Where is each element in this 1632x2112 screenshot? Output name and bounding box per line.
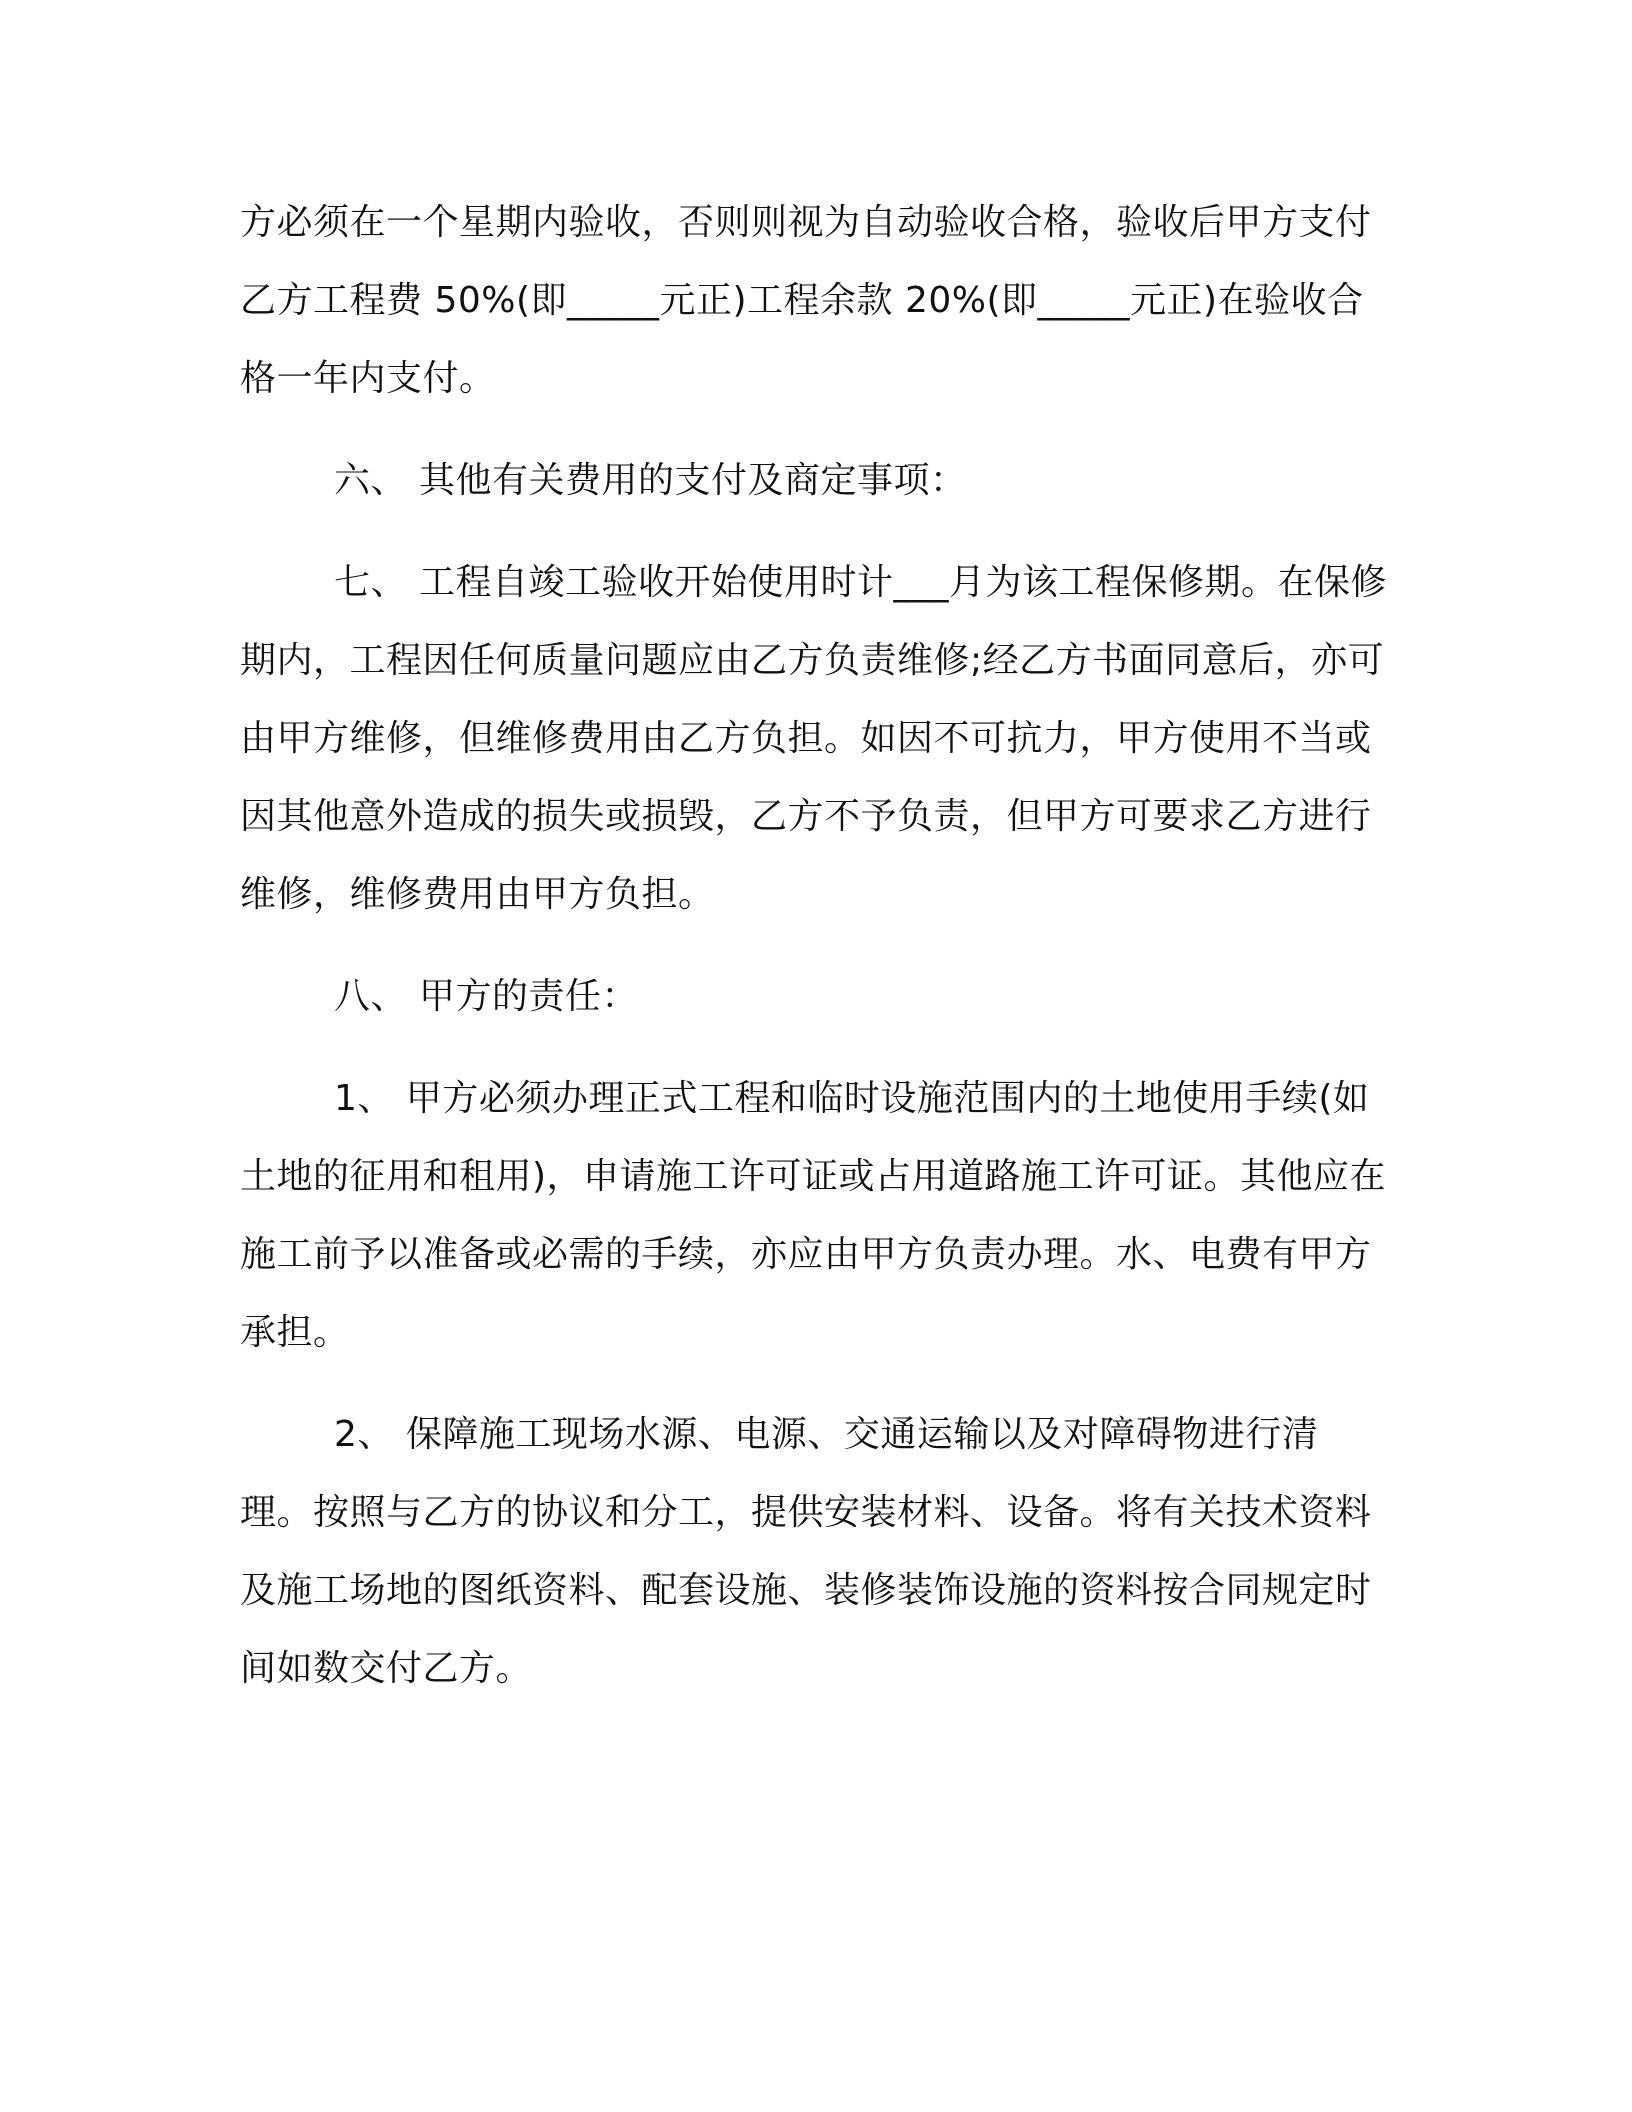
paragraph-responsibility-1: 1、 甲方必须办理正式工程和临时设施范围内的土地使用手续(如土地的征用和租用)，申请施工许可证或占用道路施工许可证。其他应在施工前予以准备或必需的手续，亦应由甲方负责办理。水、电费有甲方承担。 (240, 1078, 1387, 1353)
paragraph-gap (240, 1036, 1390, 1060)
paragraph-gap (240, 418, 1390, 442)
paragraph-payment-terms: 方必须在一个星期内验收，否则则视为自动验收合格，验收后甲方支付乙方工程费 50%(即_____元正)工程余款 20%(即_____元正)在验收合格一年内支付。 (240, 202, 1372, 399)
paragraph-responsibility-2: 2、 保障施工现场水源、电源、交通运输以及对障碍物进行清理。按照与乙方的协议和分工，提供安装材料、设备。将有关技术资料及施工场地的图纸资料、配套设施、装修装饰设施的资料按合同规定时间如数交付乙方。 (240, 1414, 1372, 1689)
paragraph-warranty-period: 七、 工程自竣工验收开始使用时计___月为该工程保修期。在保修期内，工程因任何质量问题应由乙方负责维修;经乙方书面同意后，亦可由甲方维修，但维修费用由乙方负担。如因不可抗力，甲方使用不当或因其他意外造成的损失或损毁，乙方不予负责，但甲方可要求乙方进行维修，维修费用由甲方负担。 (240, 562, 1387, 915)
paragraph-gap (240, 1372, 1390, 1396)
paragraph-gap (240, 934, 1390, 958)
section-heading-party-a-responsibilities: 八、 甲方的责任： (334, 976, 638, 1017)
paragraph-gap (240, 520, 1390, 544)
section-heading-other-fees: 六、 其他有关费用的支付及商定事项： (334, 460, 967, 501)
document-body (240, 184, 1390, 1708)
